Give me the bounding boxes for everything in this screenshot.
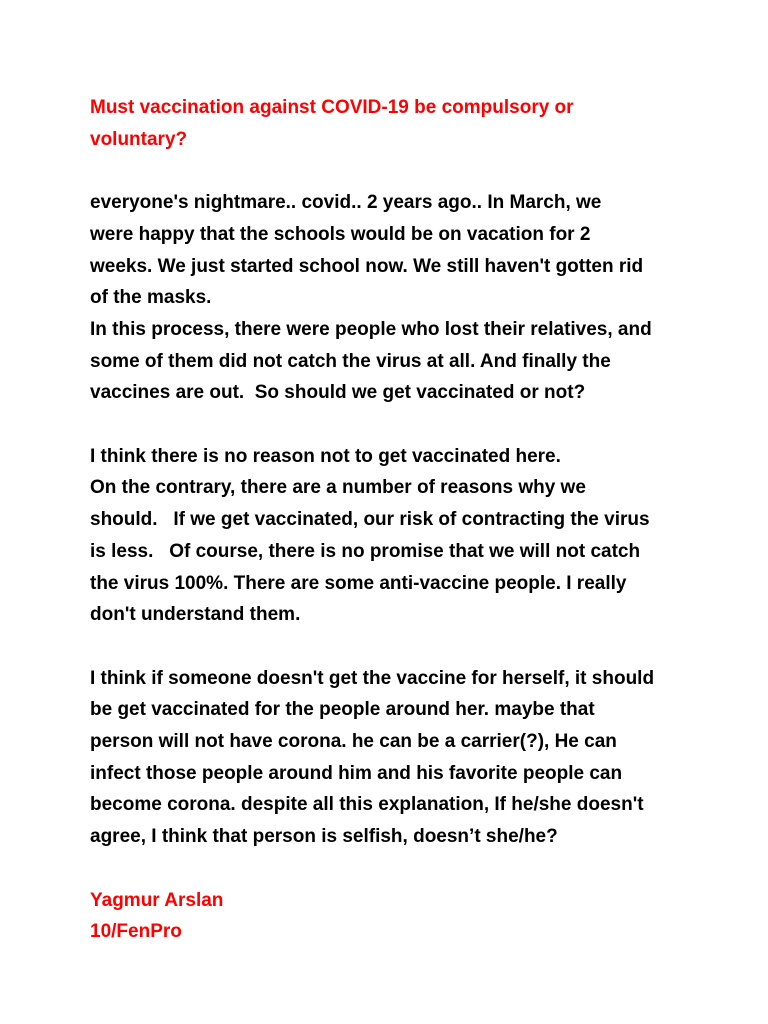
paragraph-line: of the masks. [90, 287, 212, 309]
paragraph-line: be get vaccinated for the people around her. maybe that [90, 699, 595, 721]
paragraph-line: In this process, there were people who lost their relatives, and [90, 318, 652, 340]
paragraph-line: don't understand them. [90, 604, 301, 626]
paragraph-line: agree, I think that person is selfish, doesn’t she/he? [90, 826, 558, 848]
spacer [90, 155, 730, 187]
paragraph-line: become corona. despite all this explanation, If he/she doesn't [90, 794, 644, 816]
paragraph-line: weeks. We just started school now. We still haven't gotten rid [90, 255, 644, 277]
paragraph-line: infect those people around him and his favorite people can [90, 762, 623, 784]
paragraph-line: I think there is no reason not to get vaccinated here. [90, 445, 561, 467]
spacer [90, 631, 730, 663]
paragraph-line: were happy that the schools would be on vacation for 2 [90, 223, 591, 245]
paragraph-line: is less. Of course, there is no promise that we will not catch [90, 540, 641, 562]
paragraph-line: person will not have corona. he can be a carrier(?), He can [90, 731, 617, 753]
paragraph-line: I think if someone doesn't get the vaccine for herself, it should [90, 667, 655, 689]
paragraph-line: everyone's nightmare.. covid.. 2 years ago.. In March, we [90, 192, 602, 214]
signature-block [90, 885, 730, 948]
paragraph-line: should. If we get vaccinated, our risk of contracting the virus [90, 509, 650, 531]
paragraph-line: the virus 100%. There are some anti-vaccine people. I really [90, 572, 627, 594]
spacer [90, 853, 730, 885]
paragraph-2 [90, 441, 730, 631]
paragraph-line: some of them did not catch the virus at all. And finally the [90, 350, 611, 372]
paragraph-3 [90, 663, 730, 853]
document-page [90, 92, 730, 948]
paragraph-1 [90, 187, 730, 409]
paragraph-line: On the contrary, there are a number of reasons why we [90, 477, 586, 499]
spacer [90, 409, 730, 441]
paragraph-line: vaccines are out. So should we get vaccinated or not? [90, 382, 586, 404]
author-class: 10/FenPro [90, 921, 182, 943]
document-title [90, 92, 730, 155]
title-line: voluntary? [90, 128, 188, 150]
title-line: Must vaccination against COVID-19 be compulsory or [90, 97, 574, 118]
author-name: Yagmur Arslan [90, 889, 224, 911]
